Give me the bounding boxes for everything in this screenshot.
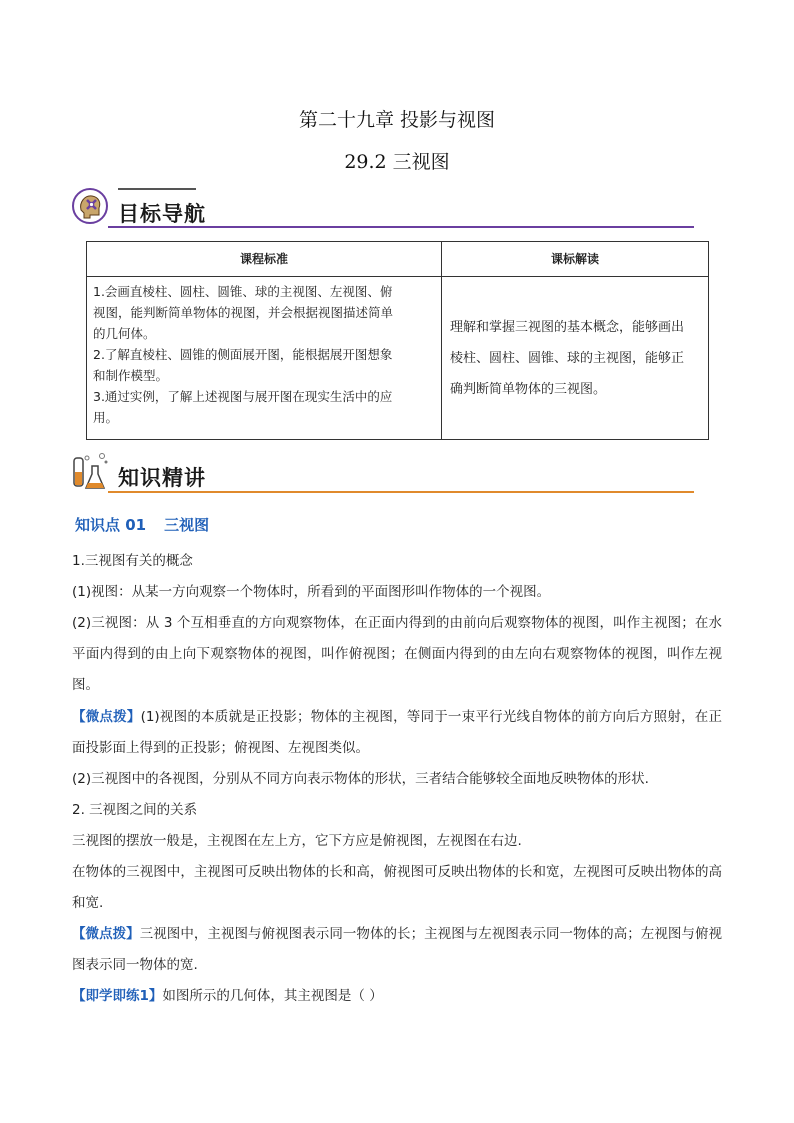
paragraph: (2)三视图：从 3 个互相垂直的方向观察物体，在正面内得到的由前向后观察物体的视图，叫作主视图；在水平面内得到的由上向下观察物体的视图，叫作俯视图；在侧面内得到的由左向右观察物体的视图，叫作左视图。 — [72, 615, 722, 693]
header-course-standard: 课程标准 — [87, 242, 442, 277]
tip-paragraph — [72, 702, 722, 764]
paragraph: (1)视图：从某一方向观察一个物体时，所看到的平面图形叫作物体的一个视图。 — [72, 584, 551, 600]
interpretation-line: 确判断简单物体的三视图。 — [450, 381, 607, 397]
standard-line: 3.通过实例，了解上述视图与展开图在现实生活中的应 — [93, 389, 393, 404]
lab-flask-icon — [70, 452, 110, 498]
exercise-label: 【即学即练1】 — [72, 988, 163, 1004]
tip-paragraph — [72, 919, 722, 981]
section-title: 29.2 三视图 — [344, 151, 450, 173]
standard-line: 视图，能判断简单物体的视图，并会根据视图描述简单 — [93, 305, 394, 320]
tip-label: 【微点拨】 — [72, 926, 140, 942]
paragraph: 2. 三视图之间的关系 — [72, 802, 198, 818]
goal-section-header — [68, 186, 694, 232]
standards-table — [86, 241, 709, 440]
goal-section-underline — [108, 226, 694, 228]
paragraph: (2)三视图中的各视图，分别从不同方向表示物体的形状，三者结合能够较全面地反映物体的形状. — [72, 771, 649, 787]
knowledge-section-underline — [108, 491, 694, 493]
knowledge-point-title — [75, 514, 209, 535]
tip-text: (1)视图的本质就是正投影；物体的主视图，等同于一束平行光线自物体的前方向后方照射，在正面投影面上得到的正投影；俯视图、左视图类似。 — [72, 709, 723, 756]
brain-icon — [70, 186, 110, 230]
standard-line: 2.了解直棱柱、圆锥的侧面展开图，能根据展开图想象 — [93, 347, 393, 362]
standard-line: 1.会画直棱柱、圆柱、圆锥、球的主视图、左视图、俯 — [93, 284, 393, 299]
interpretation-cell — [442, 277, 709, 440]
standard-line: 的几何体。 — [93, 326, 156, 341]
standard-line: 和制作模型。 — [93, 368, 169, 383]
exercise-text: 如图所示的几何体，其主视图是（ ） — [162, 988, 383, 1004]
goal-section-label: 目标导航 — [118, 202, 206, 226]
course-standard-cell — [87, 277, 442, 440]
header-accent-line — [118, 188, 196, 190]
tip-text: 三视图中，主视图与俯视图表示同一物体的长；主视图与左视图表示同一物体的高；左视图与俯视图表示同一物体的宽. — [72, 926, 723, 973]
knowledge-point-number: 知识点 01 — [75, 516, 147, 534]
exercise-paragraph — [72, 981, 722, 1012]
standard-line: 用。 — [93, 410, 119, 425]
knowledge-section-label: 知识精讲 — [118, 466, 206, 490]
interpretation-line: 棱柱、圆柱、圆锥、球的主视图，能够正 — [450, 350, 685, 366]
paragraph: 在物体的三视图中，主视图可反映出物体的长和高，俯视图可反映出物体的长和宽，左视图可反映出物体的高和宽. — [72, 864, 722, 911]
tip-label: 【微点拨】 — [72, 709, 141, 725]
paragraph: 1.三视图有关的概念 — [72, 553, 193, 569]
knowledge-section-header — [68, 452, 694, 498]
paragraph: 三视图的摆放一般是，主视图在左上方，它下方应是俯视图，左视图在右边. — [72, 833, 522, 849]
interpretation-line: 理解和掌握三视图的基本概念，能够画出 — [450, 319, 685, 335]
table-header-row — [87, 242, 709, 277]
header-standard-interpretation: 课标解读 — [442, 242, 709, 277]
chapter-title: 第二十九章 投影与视图 — [298, 109, 496, 131]
knowledge-point-name: 三视图 — [164, 516, 210, 534]
table-row — [87, 277, 709, 440]
